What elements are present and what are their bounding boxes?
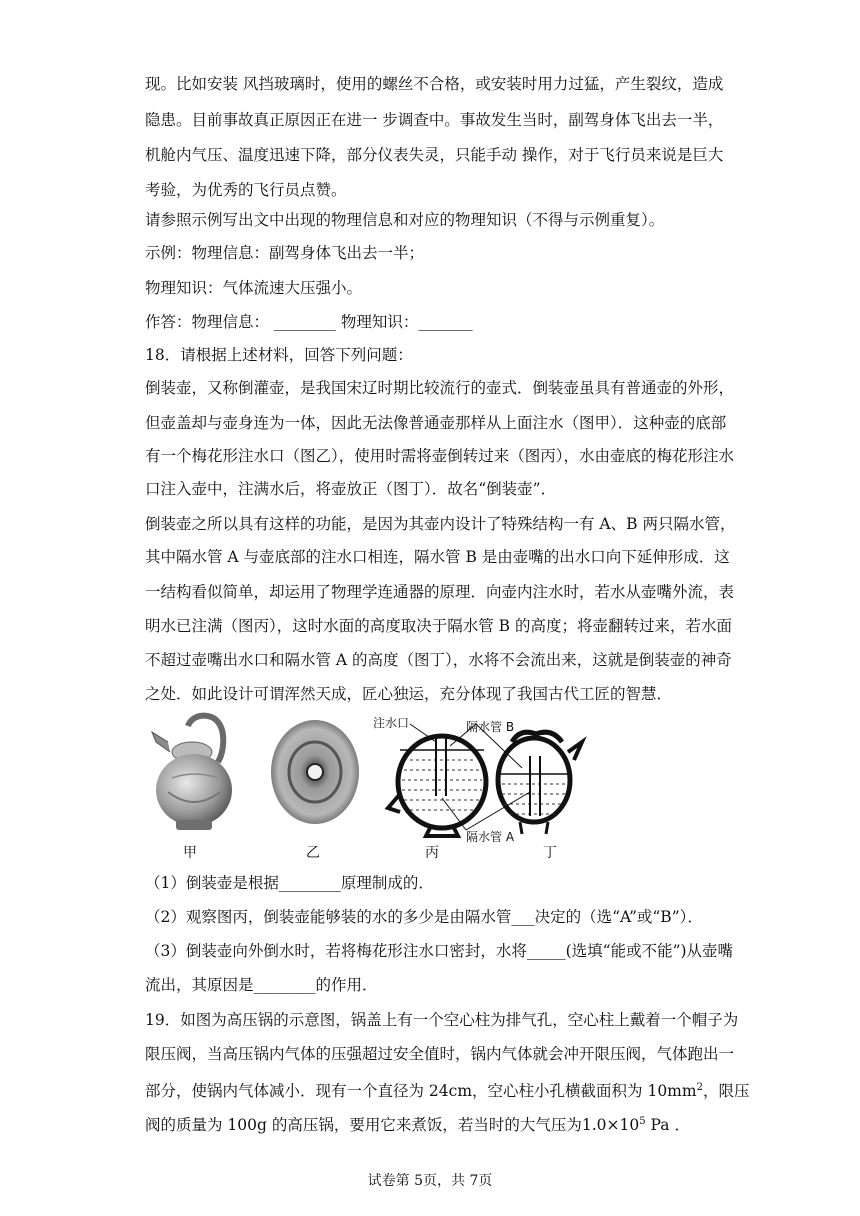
- question-18-3: （3）倒装壶向外倒水时，若将梅花形注水口密封，水将_____(选填“能或不能”)从壶嘴: [145, 942, 734, 960]
- q19-text: 阀的质量为 100g 的高压锅，要用它来煮饭，若当时的大气压为: [145, 1116, 582, 1135]
- label-tube-a: 隔水管 A: [466, 830, 515, 844]
- caption-yi: 乙: [306, 845, 320, 861]
- text-line: 请参照示例写出文中出现的物理信息和对应的物理知识（不得与示例重复）。: [145, 211, 665, 229]
- label-tube-b: 隔水管 B: [466, 720, 515, 734]
- superscript: 5: [639, 1116, 646, 1127]
- text-line: 但壶盖却与壶身连为一体，因此无法像普通壶那样从上面注水（图甲）．这种壶的底部: [145, 414, 727, 432]
- question-18-heading: 18．请根据上述材料，回答下列问题：: [145, 346, 413, 364]
- text-line: 口注入壶中，注满水后，将壶放正（图丁）．故名“倒装壶”．: [145, 480, 557, 498]
- text-line: 隐患。目前事故真正原因正在进一 步调查中。事故发生当时，副驾身体飞出去一半，: [145, 111, 724, 129]
- text-line: 不超过壶嘴出水口和隔水管 A 的高度（图丁），水将不会流出来，这就是倒装壶的神奇: [145, 651, 732, 669]
- teapot-photo-jia: [148, 712, 240, 834]
- text-line: 机舱内气压、温度迅速下降，部分仪表失灵，只能手动 操作，对于飞行员来说是巨大: [145, 146, 724, 164]
- caption-ding: 丁: [543, 845, 557, 861]
- page-footer: 试卷第 5页，共 7页: [367, 1173, 493, 1189]
- text-line: 一结构看似简单，却运用了物理学连通器的原理．向壶内注水时，若水从壶嘴外流，表: [145, 583, 735, 601]
- question-18-3-cont: 流出，其原因是________的作用．: [145, 976, 378, 994]
- caption-bing: 丙: [425, 845, 439, 861]
- question-19-line: 19．如图为高压锅的示意图，锅盖上有一个空心柱为排气孔，空心柱上戴着一个帽子为: [145, 1011, 739, 1029]
- question-19-line: 限压阀，当高压锅内气体的压强超过安全值时，锅内气体就会冲开限压阀，气体跑出一: [145, 1045, 735, 1063]
- label-inlet: 注水口: [373, 716, 410, 730]
- text-line: 其中隔水管 A 与壶底部的注水口相连，隔水管 B 是由壶嘴的出水口向下延伸形成．这: [145, 548, 730, 566]
- text-line: 考验，为优秀的飞行员点赞。: [145, 181, 347, 199]
- text-line: 示例：物理信息：副驾身体飞出去一半；: [145, 244, 425, 262]
- text-line: 倒装壶之所以具有这样的功能，是因为其壶内设计了特殊结构一有 A、B 两只隔水管，: [145, 515, 736, 533]
- caption-jia: 甲: [183, 845, 197, 861]
- text-line: 之处．如此设计可谓浑然天成，匠心独运，充分体现了我国古代工匠的智慧．: [145, 685, 673, 703]
- teapot-bottom-photo-yi: [268, 718, 362, 826]
- answer-line: 作答：物理信息： ________ 物理知识：_______: [145, 313, 473, 331]
- pressure-value: 1.0×10: [581, 1116, 640, 1135]
- text-line: 明水已注满（图丙），这时水面的高度取决于隔水管 B 的高度；将壶翻转过来，若水面: [145, 617, 732, 635]
- question-19-line: [145, 1112, 690, 1135]
- text-line: 物理知识：气体流速大压强小。: [145, 279, 363, 297]
- pressure-unit: Pa ．: [645, 1116, 690, 1135]
- question-18-1: （1）倒装壶是根据________原理制成的．: [145, 874, 434, 892]
- text-line: 有一个梅花形注水口（图乙），使用时需将壶倒转过来（图丙），水由壶底的梅花形注水: [145, 447, 735, 465]
- superscript: 2: [696, 1082, 703, 1093]
- text-line: 倒装壶，又称倒灌壶，是我国宋辽时期比较流行的壶式．倒装壶虽具有普通壶的外形，: [145, 379, 735, 397]
- q19-text: ，限压: [702, 1082, 750, 1101]
- q19-text: 部分，使锅内气体减小．现有一个直径为 24cm，空心柱小孔横截面积为 10mm: [145, 1082, 697, 1101]
- text-line: 现。比如安装 风挡玻璃时，使用的螺丝不合格，或安装时用力过猛，产生裂纹，造成: [145, 75, 724, 93]
- question-18-2: （2）观察图丙，倒装壶能够装的水的多少是由隔水管___决定的（选“A”或“B”）．: [145, 908, 703, 926]
- question-19-line: [145, 1078, 749, 1101]
